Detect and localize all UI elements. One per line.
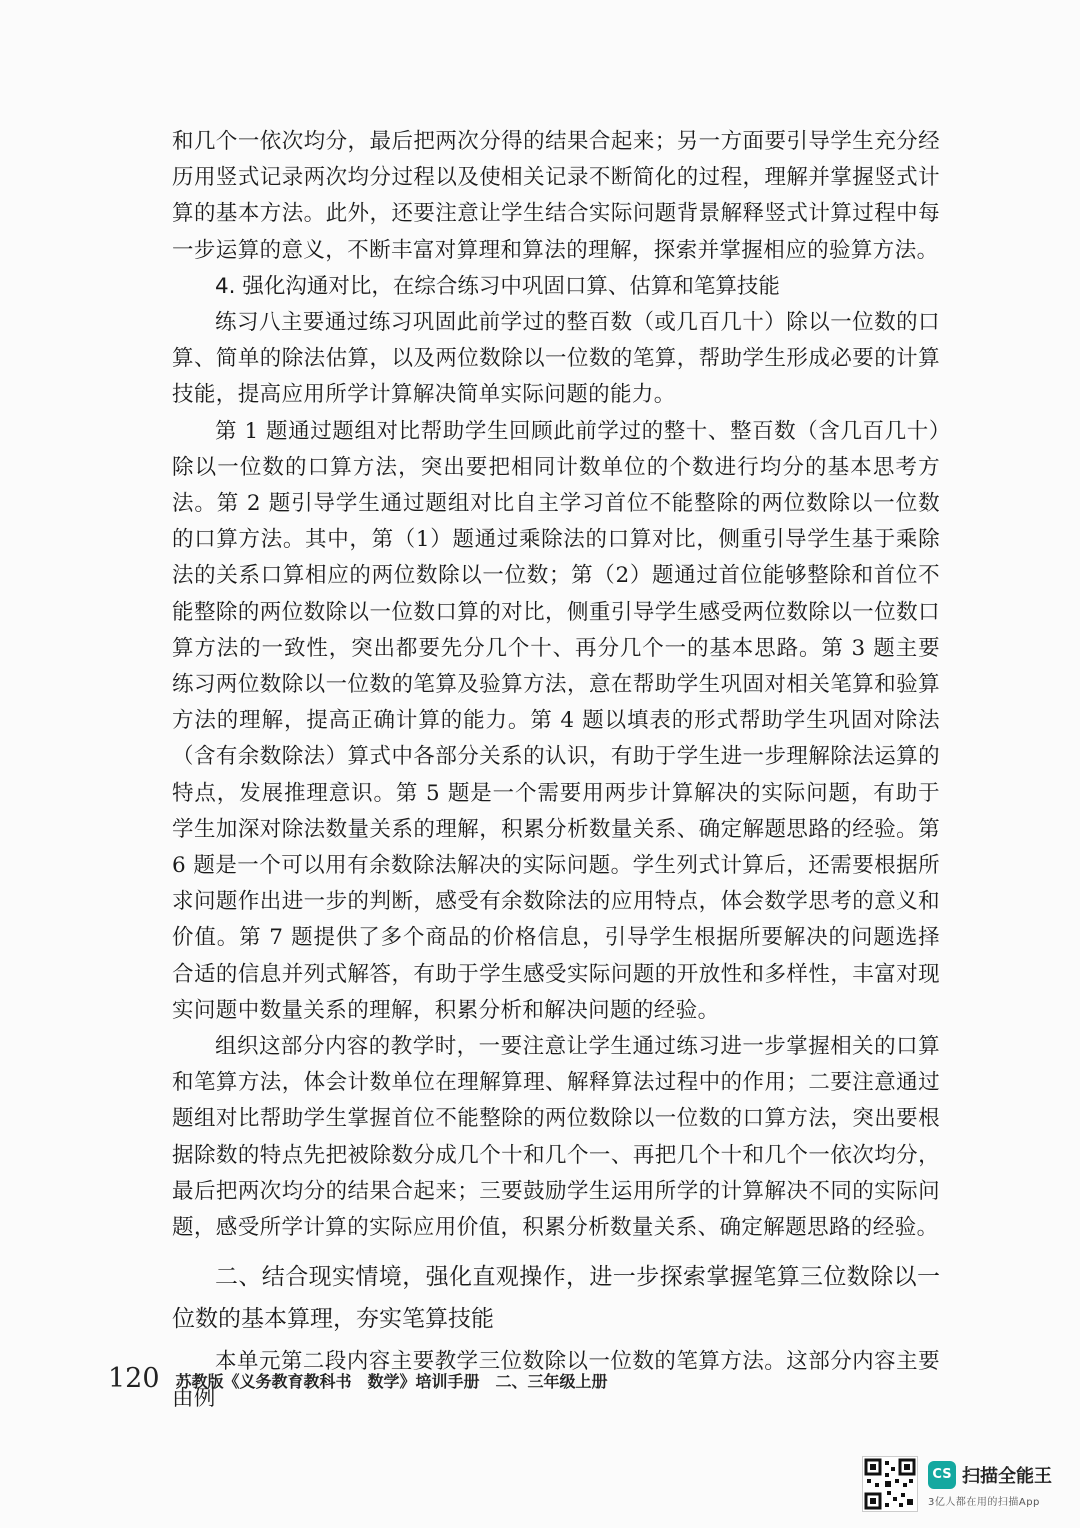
scanner-app-name: 扫描全能王 bbox=[962, 1465, 1052, 1487]
book-title: 苏教版《义务教育教科书 数学》培训手册 二、三年级上册 bbox=[175, 1372, 608, 1391]
page-number: 120 bbox=[108, 1363, 160, 1394]
section-heading-two: 二、结合现实情境，强化直观操作，进一步探索掌握笔算三位数除以一位数的基本算理，夯实笔算技能 bbox=[172, 1264, 940, 1333]
scanner-brand-row bbox=[928, 1461, 1052, 1489]
paragraph-continuation: 和几个一依次均分，最后把两次分得的结果合起来；另一方面要引导学生充分经历用竖式记录两次均分过程以及使相关记录不断简化的过程，理解并掌握竖式计算的基本方法。此外，还要注意让学生结合实际问题背景解释竖式计算过程中每一步运算的意义，不断丰富对算理和算法的理解，探索并掌握相应的验算方法。 bbox=[172, 129, 940, 263]
paragraph-exercise-eight: 练习八主要通过练习巩固此前学过的整百数（或几百几十）除以一位数的口算、简单的除法估算，以及两位数除以一位数的笔算，帮助学生形成必要的计算技能，提高应用所学计算解决简单实际问题的能力。 bbox=[172, 310, 940, 408]
scanner-brand bbox=[928, 1461, 1052, 1508]
page-footer bbox=[108, 1363, 808, 1394]
scanner-watermark bbox=[862, 1456, 1052, 1512]
paragraph-unit-second-part: 本单元第二段内容主要教学三位数除以一位数的笔算方法。这部分内容主要由例 bbox=[172, 1349, 940, 1411]
qr-code-icon bbox=[862, 1456, 918, 1512]
subsection-heading-4: 4. 强化沟通对比，在综合练习中巩固口算、估算和笔算技能 bbox=[215, 273, 780, 299]
camscanner-logo-icon: CS bbox=[928, 1461, 956, 1489]
scanner-tagline: 3亿人都在用的扫描App bbox=[928, 1496, 1040, 1508]
page-body bbox=[172, 124, 940, 1417]
paragraph-teaching-organization: 组织这部分内容的教学时，一要注意让学生通过练习进一步掌握相关的口算和笔算方法，体会计数单位在理解算理、解释算法过程中的作用；二要注意通过题组对比帮助学生掌握首位不能整除的两位数除以一位数的口算方法，突出要根据除数的特点先把被除数分成几个十和几个一、再把几个十和几个一依次均分，最后把两次均分的结果合起来；三要鼓励学生运用所学的计算解决不同的实际问题，感受所学计算的实际应用价值，积累分析数量关系、确定解题思路的经验。 bbox=[172, 1034, 940, 1241]
paragraph-exercise-details: 第 1 题通过题组对比帮助学生回顾此前学过的整十、整百数（含几百几十）除以一位数的口算方法，突出要把相同计数单位的个数进行均分的基本思考方法。第 2 题引导学生通过题组对比自主学习首位不能整除的两位数除以一位数的口算方法。其中，第（1）题通过乘除法的口算对比，侧重引导学生基于乘除法的关系口算相应的两位数除以一位数；第（2）题通过首位能够整除和首位不能整除的两位数除以一位数口算的对比，侧重引导学生感受两位数除以一位数口算方法的一致性，突出都要先分几个十、再分几个一的基本思路。第 3 题主要练习两位数除以一位数的笔算及验算方法，意在帮助学生巩固对相关笔算和验算方法的理解，提高正确计算的能力。第 4 题以填表的形式帮助学生巩固对除法（含有余数除法）算式中各部分关系的认识，有助于学生进一步理解除法运算的特点，发展推理意识。第 5 题是一个需要用两步计算解决的实际问题，有助于学生加深对除法数量关系的理解，积累分析数量关系、确定解题思路的经验。第 6 题是一个可以用有余数除法解决的实际问题。学生列式计算后，还需要根据所求问题作出进一步的判断，感受有余数除法的应用特点，体会数学思考的意义和价值。第 7 题提供了多个商品的价格信息，引导学生根据所要解决的问题选择合适的信息并列式解答，有助于学生感受实际问题的开放性和多样性，丰富对现实问题中数量关系的理解，积累分析和解决问题的经验。 bbox=[172, 418, 940, 1023]
